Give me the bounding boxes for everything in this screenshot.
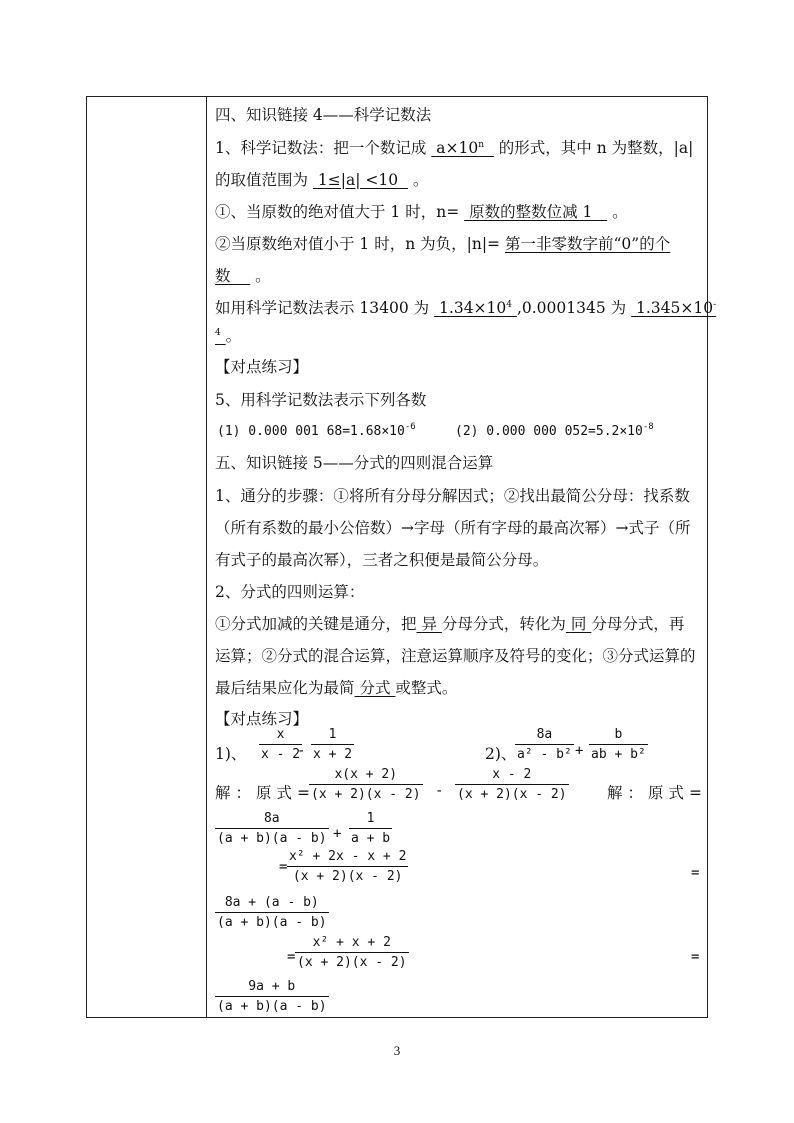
blank-n-large: 原数的整数位减 1 [469, 203, 593, 221]
mixed-operation-rule: 运算；②分式的混合运算，注意运算顺序及符号的变化；③分式运算的 [215, 647, 696, 665]
blank-example-1: $1.34\times 10^4$ [439, 299, 513, 317]
equals-sign: = [691, 865, 700, 881]
fraction: $\frac{x}{x - 2}$ [261, 727, 301, 762]
equals-sign: = [691, 949, 700, 965]
blank-fraction: 分式 [359, 679, 391, 697]
fraction: $\frac{1}{a + b}$ [351, 811, 391, 846]
fraction: $\frac{8a + (a - b)}{(a + b)(a - b)}$ [217, 895, 327, 930]
equals-sign: = [287, 949, 296, 965]
section5-title: 五、知识链接 5——分式的四则混合运算 [215, 454, 494, 472]
fraction: $\frac{b}{\text{ab + b²}}$ [591, 727, 646, 762]
fraction: $\frac{8a}{\text{a² - b²}}$ [517, 727, 572, 762]
question-5-title: 5、用科学记数法表示下列各数 [215, 391, 427, 409]
blank-range: 1≤|a| <10 [317, 171, 399, 189]
common-denominator-step-3: 有式子的最高次幂），三者之积便是最简公分母。 [215, 551, 549, 569]
blank-different: 异 [421, 615, 437, 633]
blank-n-small: 第一非零数字前“0”的个 [504, 235, 671, 253]
practice-label-1: 【对点练习】 [215, 358, 309, 376]
equals-sign: = [279, 859, 288, 875]
solution-2-label: 解：原式= [607, 784, 707, 802]
blank-n-small-cont: 数 [215, 267, 231, 285]
four-operations-title: 2、分式的四则运算： [215, 583, 365, 601]
example-line: 如用科学记数法表示 13400 为 $1.34\times 10^4$ ,0.0001345 为 1.345×10- [215, 299, 717, 317]
blank-form: $a\times 10^n$ [436, 139, 484, 157]
final-result-rule: 最后结果应化为最简 分式 或整式。 [215, 679, 458, 697]
operator: + [333, 826, 342, 842]
section4-title: 四、知识链接 4——科学记数法 [215, 106, 432, 124]
fraction: $\frac{8a}{(a + b)(a - b)}$ [217, 811, 327, 846]
fraction: $\frac{\text{x² + 2x - x + 2}}{(x + 2)(x - 2)}$ [289, 849, 407, 884]
example-line-cont: $^4$ 。 [215, 327, 242, 345]
range-line: 的取值范围为 1≤|a| <10 。 [215, 171, 429, 189]
question-5-part-2: (2) 0.000 000 $052=5.2\times 10^{-8}$ [455, 422, 654, 439]
common-denominator-step-2: （所有系数的最小公倍数）→字母（所有字母的最高次幂）→式子（所 [215, 519, 691, 537]
operator: - [297, 743, 306, 759]
operator: - [435, 783, 444, 799]
common-denominator-step-1: 1、通分的步骤：①将所有分母分解因式；②找出最简公分母：找系数 [215, 487, 690, 505]
addition-rule: ①分式加减的关键是通分，把 异 分母分式，转化为 同 分母分式，再 [215, 615, 685, 633]
left-column [87, 97, 207, 1017]
blank-example-2: 1.345×10- [636, 299, 717, 317]
operator: + [575, 743, 584, 759]
worksheet-table [86, 96, 717, 1018]
problem-1-label: 1)、 [215, 745, 247, 763]
practice-label-2: 【对点练习】 [215, 710, 309, 728]
fraction: $\frac{1}{x + 2}$ [313, 727, 353, 762]
sci-notation-definition: 1、科学记数法：把一个数记成 $a\times 10^n$ 的形式，其中 n 为整数，|a| [215, 139, 694, 157]
fraction: $\frac{x(x + 2)}{(x + 2)(x - 2)}$ [311, 767, 421, 802]
rule-less-than-one: ②当原数绝对值小于 1 时，n 为负，|n|= 第一非零数字前“0”的个 [215, 235, 671, 253]
blank-same: 同 [570, 615, 587, 633]
question-5-part-1: (1) 0.000 001 $68=1.68\times 10^{-6}$ [217, 422, 416, 439]
fraction: $\frac{9a + b}{(a + b)(a - b)}$ [217, 979, 327, 1014]
page-number: 3 [393, 1043, 401, 1058]
problem-2-label: 2)、 [485, 745, 517, 763]
solution-1-label: 解：原式= [215, 784, 315, 802]
fraction: $\frac{\text{x² + x + 2}}{(x + 2)(x - 2)}$ [297, 935, 407, 970]
rule-less-than-one-cont: 数 。 [215, 267, 271, 285]
rule-greater-than-one: ①、当原数的绝对值大于 1 时，n= 原数的整数位减 1 。 [215, 203, 628, 221]
fraction: $\frac{x - 2}{(x + 2)(x - 2)}$ [457, 767, 567, 802]
